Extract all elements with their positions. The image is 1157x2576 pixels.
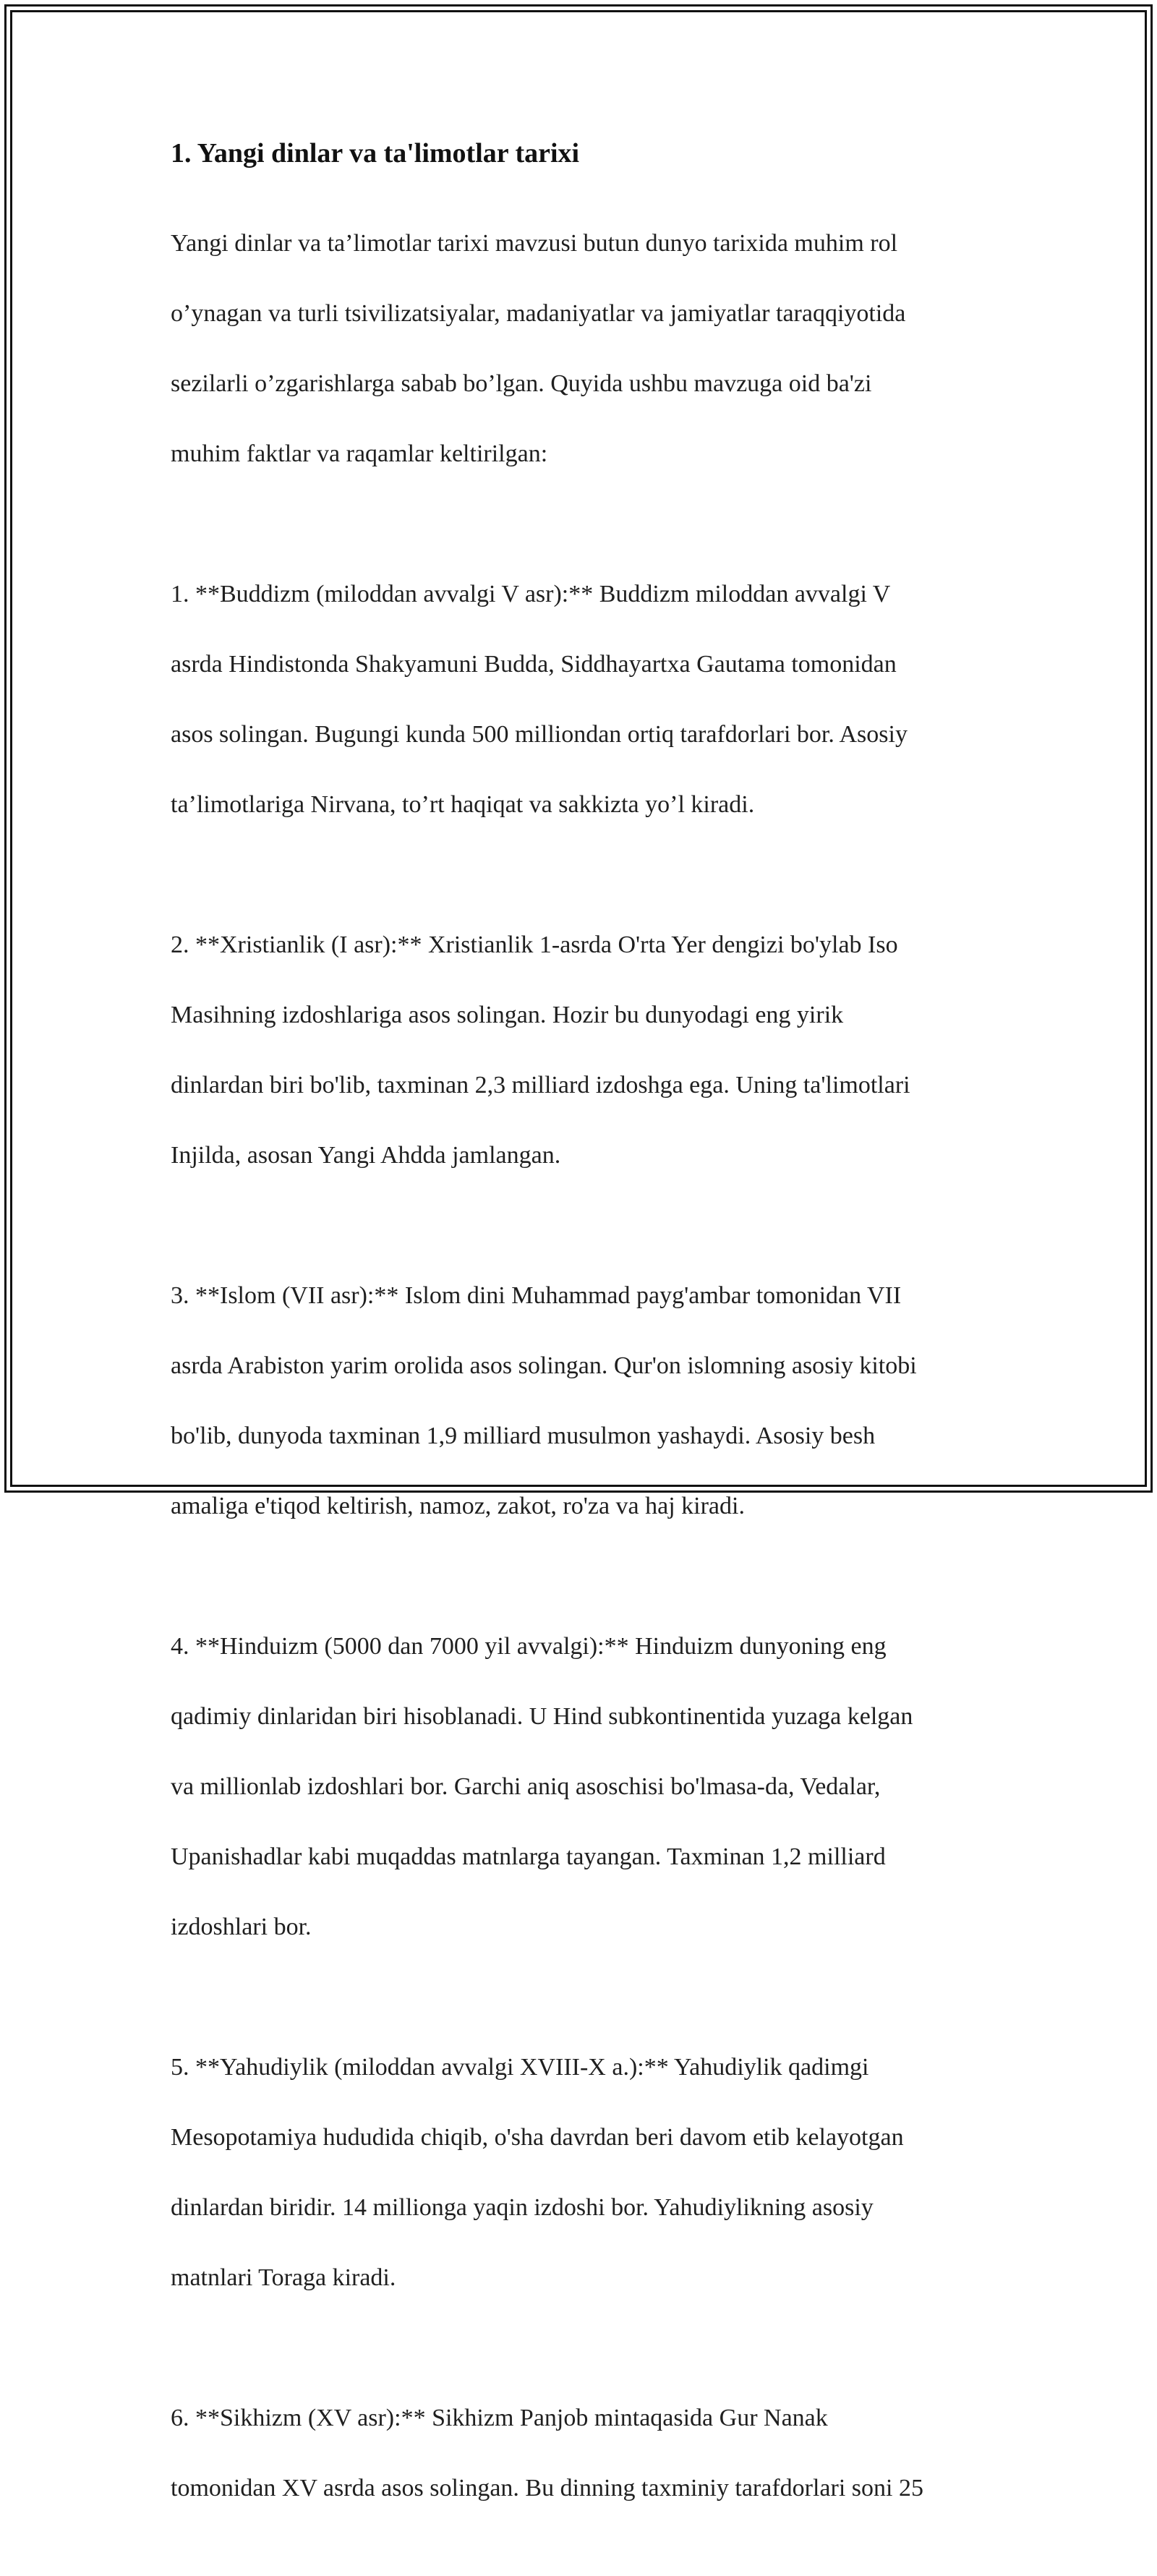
paragraph-sikhism <box>171 2366 995 2541</box>
paragraph-line: 6. **Sikhizm (XV asr):** Sikhizm Panjob mintaqasida Gur Nanak <box>171 2404 828 2431</box>
paragraph-line: bo'lib, dunyoda taxminan 1,9 milliard musulmon yashaydi. Asosiy besh <box>171 1422 876 1449</box>
paragraph-line: 3. **Islom (VII asr):** Islom dini Muhammad payg'ambar tomonidan VII <box>171 1281 902 1309</box>
paragraph-line: 1. **Buddizm (miloddan avvalgi V asr):** Buddizm miloddan avvalgi V <box>171 580 891 607</box>
paragraph-line: qadimiy dinlaridan biri hisoblanadi. U Hind subkontinentida yuzaga kelgan <box>171 1702 913 1730</box>
paragraph-line: sezilarli o’zgarishlarga sabab bo’lgan. Quyida ushbu mavzuga oid ba'zi <box>171 370 872 397</box>
paragraph-line: dinlardan biridir. 14 millionga yaqin izdoshi bor. Yahudiylikning asosiy <box>171 2193 874 2221</box>
paragraph-line: Mesopotamiya hududida chiqib, o'sha davrdan beri davom etib kelayotgan <box>171 2123 904 2151</box>
paragraph-line: asos solingan. Bugungi kunda 500 milliondan ortiq tarafdorlari bor. Asosiy <box>171 720 908 748</box>
paragraph-buddhism <box>171 542 995 858</box>
paragraph-line: Upanishadlar kabi muqaddas matnlarga tayangan. Taxminan 1,2 milliard <box>171 1843 886 1870</box>
paragraph-line: amaliga e'tiqod keltirish, namoz, zakot, ro'za va haj kiradi. <box>171 1492 745 1519</box>
section-heading: 1. Yangi dinlar va ta'limotlar tarixi <box>171 138 580 169</box>
paragraph-line: 5. **Yahudiylik (miloddan avvalgi XVIII-X a.):** Yahudiylik qadimgi <box>171 2053 869 2081</box>
paragraph-line: izdoshlari bor. <box>171 1913 312 1940</box>
paragraph-line: asrda Hindistonda Shakyamuni Budda, Siddhayartxa Gautama tomonidan <box>171 650 897 678</box>
paragraph-hinduism <box>171 1594 995 1980</box>
paragraph-line: 4. **Hinduizm (5000 dan 7000 yil avvalgi):** Hinduizm dunyoning eng <box>171 1632 887 1660</box>
paragraph-line: va millionlab izdoshlari bor. Garchi aniq asoschisi bo'lmasa-da, Vedalar, <box>171 1773 881 1800</box>
paragraph-line: o’ynagan va turli tsivilizatsiyalar, madaniyatlar va jamiyatlar taraqqiyotida <box>171 299 906 327</box>
paragraph-line: dinlardan biri bo'lib, taxminan 2,3 milliard izdoshga ega. Uning ta'limotlari <box>171 1071 910 1099</box>
document-body <box>171 135 995 2576</box>
paragraph-judaism <box>171 2015 995 2331</box>
paragraph-line: muhim faktlar va raqamlar keltirilgan: <box>171 440 548 467</box>
paragraph-line: asrda Arabiston yarim orolida asos solingan. Qur'on islomning asosiy kitobi <box>171 1352 917 1379</box>
paragraph-line: ta’limotlariga Nirvana, to’rt haqiqat va sakkizta yo’l kiradi. <box>171 790 755 818</box>
paragraph-line: Yangi dinlar va ta’limotlar tarixi mavzusi butun dunyo tarixida muhim rol <box>171 229 898 257</box>
paragraph-line: tomonidan XV asrda asos solingan. Bu dinning taxminiy tarafdorlari soni 25 <box>171 2474 923 2502</box>
paragraph-christianity <box>171 892 995 1208</box>
paragraph-line: Injilda, asosan Yangi Ahdda jamlangan. <box>171 1141 561 1169</box>
paragraph-islam <box>171 1243 995 1559</box>
paragraph-line: 2. **Xristianlik (I asr):** Xristianlik 1-asrda O'rta Yer dengizi bo'ylab Iso <box>171 931 898 958</box>
paragraph-line: matnlari Toraga kiradi. <box>171 2264 396 2291</box>
paragraph-intro <box>171 191 995 507</box>
paragraph-line: Masihning izdoshlariga asos solingan. Hozir bu dunyodagi eng yirik <box>171 1001 844 1028</box>
